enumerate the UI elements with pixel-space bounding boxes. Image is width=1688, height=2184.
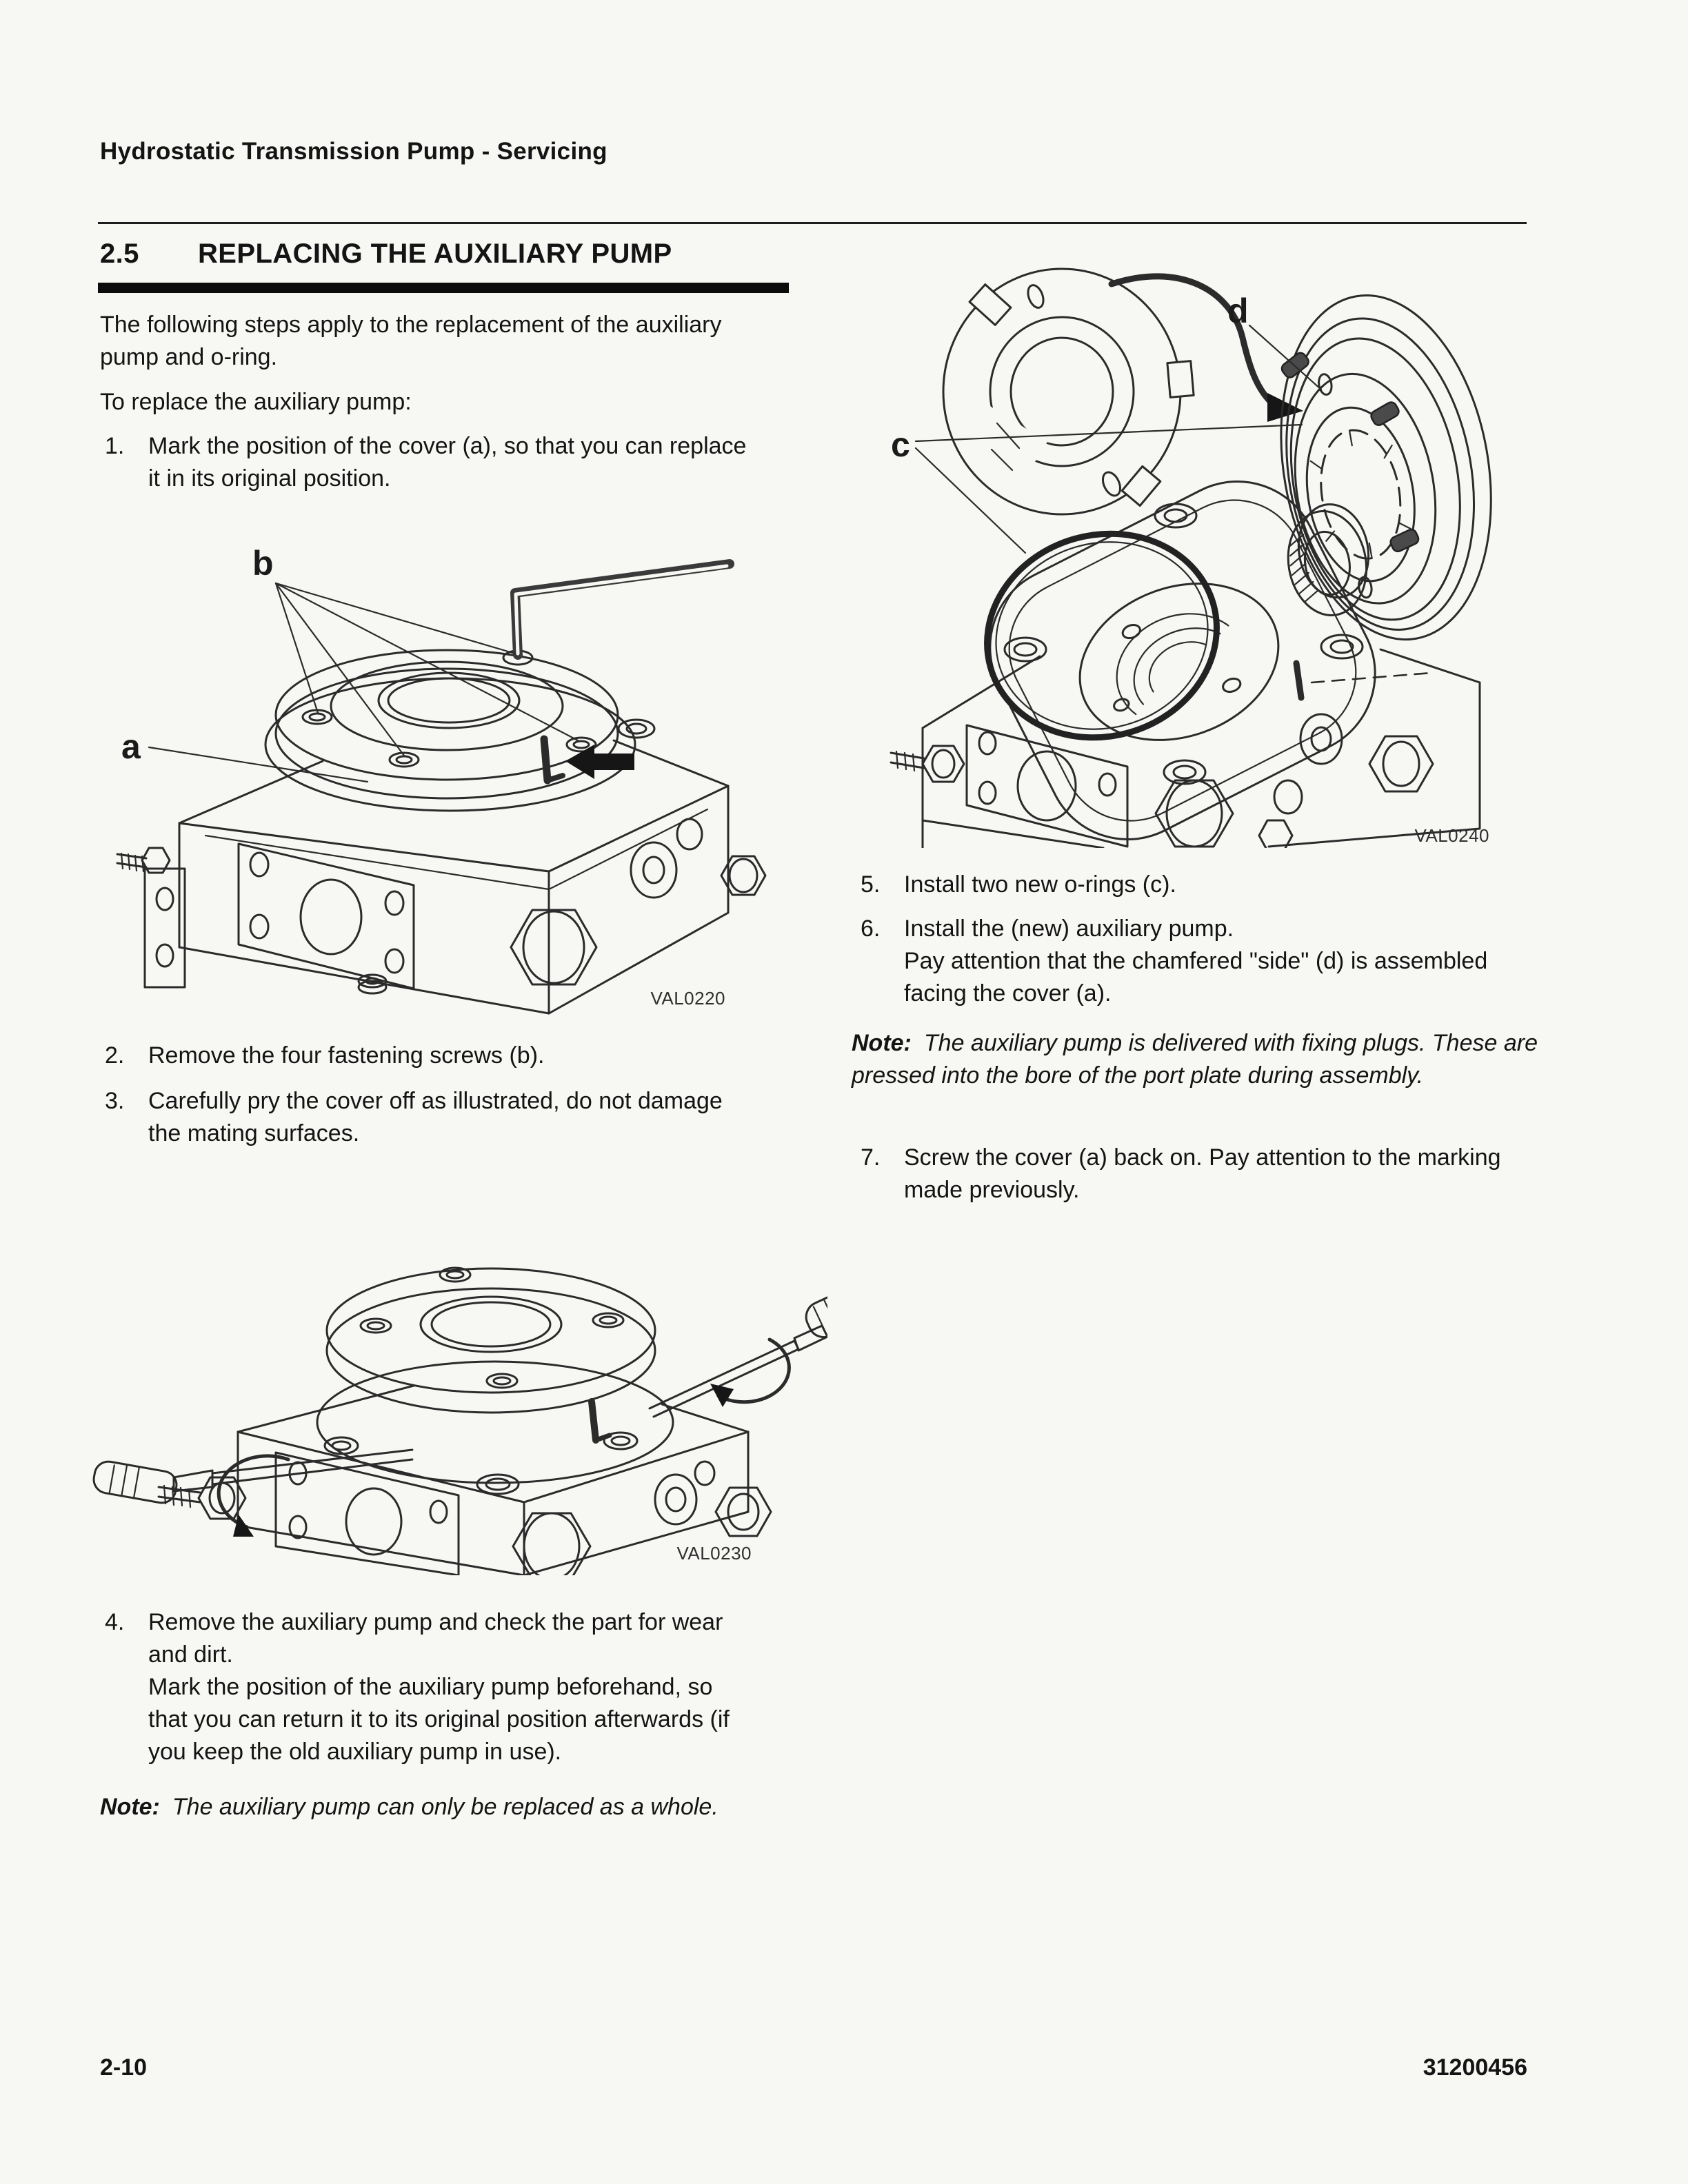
- document-number: 31200456: [1423, 2054, 1527, 2081]
- step-6-line-1: Install the (new) auxiliary pump.: [904, 916, 1234, 942]
- page-number: 2-10: [100, 2054, 148, 2081]
- step-number: 2.: [105, 1042, 125, 1069]
- section-heading: [100, 239, 672, 270]
- step-number: 5.: [861, 871, 881, 898]
- figure-code: VAL0230: [676, 1543, 752, 1564]
- header-rule: [98, 222, 1527, 224]
- step-4-line-2: Mark the position of the auxiliary pump beforehand, so that you can return it to its original position afterwards (if you keep the old auxiliary pump in use).: [148, 1674, 730, 1765]
- page-header-title: Hydrostatic Transmission Pump - Servicing: [100, 138, 607, 165]
- allen-key-icon: [515, 564, 730, 655]
- step-6-line-2: Pay attention that the chamfered "side" (d) is assembled facing the cover (a).: [904, 948, 1488, 1007]
- pump-body: [891, 454, 1480, 848]
- step-text: Mark the position of the cover (a), so that you can replace it in its original position.: [148, 433, 747, 492]
- step-text: Screw the cover (a) back on. Pay attention to the marking made previously.: [904, 1144, 1501, 1203]
- figure-label-c: c: [891, 425, 910, 464]
- pump-install-drawing: [855, 241, 1545, 848]
- note-right: [852, 1027, 1569, 1092]
- step-1: [105, 430, 752, 495]
- step-text: Carefully pry the cover off as illustrated, do not damage the mating surfaces.: [148, 1088, 723, 1146]
- step-5: [861, 869, 1507, 901]
- step-text: [904, 913, 1507, 1010]
- section-title: REPLACING THE AUXILIARY PUMP: [198, 239, 672, 269]
- step-text: Remove the four fastening screws (b).: [148, 1042, 545, 1069]
- screwdriver-right: [650, 1272, 827, 1417]
- note-left: [100, 1791, 803, 1823]
- intro-paragraph-2: To replace the auxiliary pump:: [100, 389, 412, 415]
- note-text: The auxiliary pump can only be replaced as a whole.: [172, 1794, 719, 1820]
- figure-label-a: a: [121, 727, 141, 766]
- step-2: [105, 1040, 752, 1072]
- alignment-mark: [592, 1402, 610, 1440]
- o-ring: [963, 507, 1240, 764]
- step-text: [148, 1606, 752, 1768]
- label-d-leader-line: [1249, 325, 1321, 390]
- step-4-line-1: Remove the auxiliary pump and check the part for wear and dirt.: [148, 1609, 723, 1668]
- step-number: 7.: [861, 1144, 881, 1171]
- pump-cover-drawing: [102, 512, 785, 1015]
- alignment-mark: [1296, 663, 1431, 698]
- figure-label-b: b: [252, 544, 274, 583]
- step-number: 4.: [105, 1609, 125, 1635]
- step-number: 1.: [105, 433, 125, 459]
- pump-cover: [327, 1268, 655, 1413]
- cover-prying-drawing: [69, 1203, 827, 1575]
- section-underline-bar: [98, 283, 789, 293]
- direction-arrow-icon: [565, 745, 634, 779]
- port-plate: [943, 269, 1194, 514]
- step-number: 3.: [105, 1088, 125, 1114]
- step-6: [861, 913, 1507, 1010]
- auxiliary-pump-rotor: [1245, 279, 1517, 658]
- step-number: 6.: [861, 916, 881, 942]
- pump-body: [117, 740, 765, 1013]
- note-text: The auxiliary pump is delivered with fixing plugs. These are pressed into the bore of the port plate during assembly.: [852, 1030, 1538, 1089]
- section-number: 2.5: [100, 239, 139, 269]
- figure-cover-prying: [69, 1203, 827, 1575]
- figure-code: VAL0220: [650, 988, 725, 1009]
- step-4: [105, 1606, 752, 1768]
- step-7: [861, 1142, 1507, 1206]
- step-text: Install two new o-rings (c).: [904, 871, 1176, 898]
- figure-cover-marking: [102, 512, 785, 1015]
- note-label: Note:: [100, 1794, 160, 1820]
- figure-code: VAL0240: [1414, 825, 1489, 846]
- figure-pump-install: [855, 241, 1545, 848]
- alignment-mark: [544, 739, 563, 780]
- figure-label-d: d: [1227, 292, 1249, 330]
- intro-paragraph-1: The following steps apply to the replacement of the auxiliary pump and o-ring.: [100, 312, 722, 370]
- pump-cover: [265, 650, 654, 811]
- note-label: Note:: [852, 1030, 912, 1056]
- step-3: [105, 1085, 752, 1150]
